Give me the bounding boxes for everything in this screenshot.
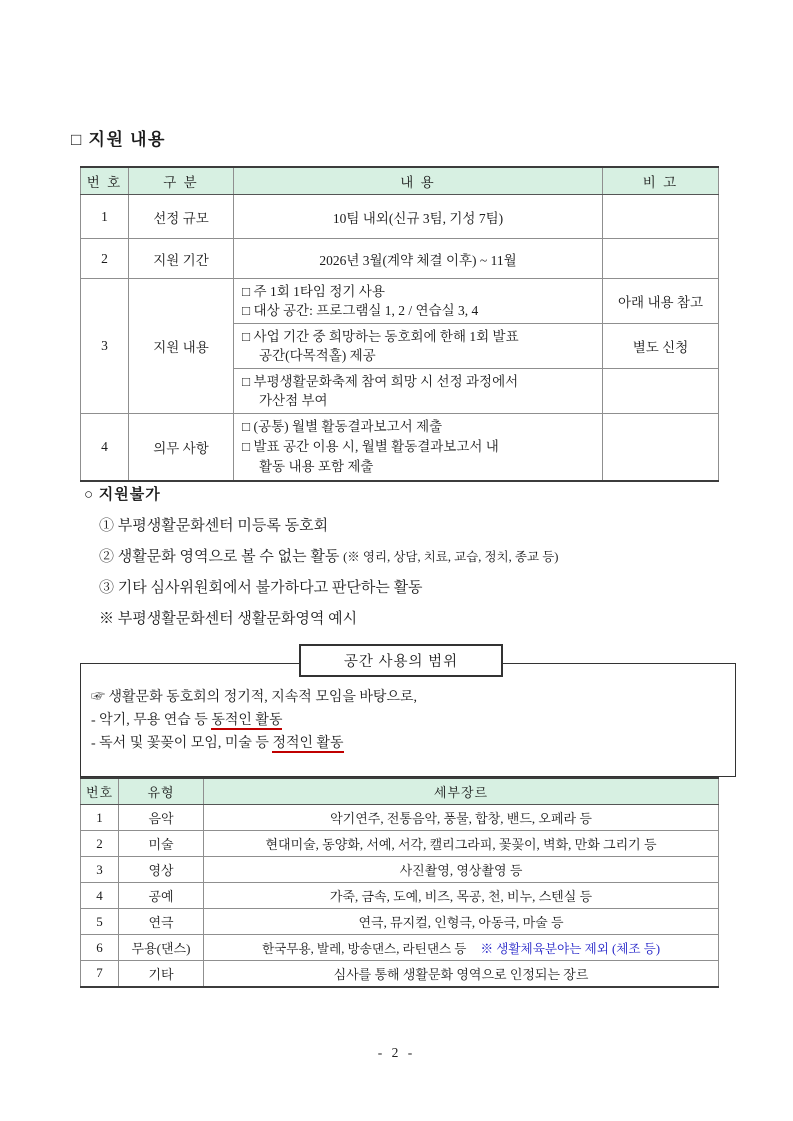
cell-category: 의무 사항 [129, 414, 234, 482]
cell-note: 별도 신청 [603, 324, 719, 369]
cell-no: 4 [81, 414, 129, 482]
scope-box [80, 663, 736, 777]
table-row [81, 909, 719, 935]
cell-genre: 현대미술, 동양화, 서예, 서각, 캘리그라피, 꽃꽂이, 벽화, 만화 그리기 등 [204, 831, 719, 857]
genre-table [80, 777, 719, 988]
content-line: □ 대상 공간: 프로그램실 1, 2 / 연습실 3, 4 [242, 303, 479, 318]
cell-type: 미술 [119, 831, 204, 857]
cell-type: 기타 [119, 961, 204, 987]
col-header-no: 번 호 [81, 167, 129, 195]
cell-content: 10팀 내외(신규 3팀, 기성 7팀) [234, 195, 603, 239]
cell-genre: 심사를 통해 생활문화 영역으로 인정되는 장르 [204, 961, 719, 987]
cell-no: 2 [81, 239, 129, 279]
cell-content [234, 369, 603, 414]
table-row [81, 279, 719, 324]
cell-no: 1 [81, 195, 129, 239]
cell-no: 3 [81, 857, 119, 883]
cell-content [234, 414, 603, 482]
table-row [81, 883, 719, 909]
cell-no: 7 [81, 961, 119, 987]
content-line: 활동 내용 포함 제출 [259, 459, 374, 474]
scope-line-3-text: - 독서 및 꽃꽂이 모임, 미술 등 [91, 736, 273, 751]
cell-note [603, 239, 719, 279]
section-title-excluded: ○ 지원불가 [84, 487, 161, 503]
page-number: - 2 - [377, 1045, 416, 1060]
cell-genre: 사진촬영, 영상촬영 등 [204, 857, 719, 883]
cell-type: 공예 [119, 883, 204, 909]
col-header-content: 내 용 [234, 167, 603, 195]
cell-category: 선정 규모 [129, 195, 234, 239]
support-table-header-row [81, 167, 719, 195]
table-row [81, 239, 719, 279]
genre-text: 한국무용, 발레, 방송댄스, 라틴댄스 등 [261, 942, 467, 956]
cell-note [603, 195, 719, 239]
scope-line-2-underlined: 동적인 활동 [211, 713, 283, 728]
cell-type: 음악 [119, 805, 204, 831]
cell-genre: 악기연주, 전통음악, 풍물, 합창, 밴드, 오페라 등 [204, 805, 719, 831]
table-row [81, 414, 719, 482]
cell-note: 아래 내용 참고 [603, 279, 719, 324]
scope-line-2 [91, 709, 725, 732]
table-row [81, 195, 719, 239]
table-row [81, 805, 719, 831]
scope-line-3 [91, 732, 725, 755]
content-line: 공간(다목적홀) 제공 [259, 348, 376, 363]
cell-note [603, 369, 719, 414]
cell-no: 6 [81, 935, 119, 961]
excluded-item-2-text: ② 생활문화 영역으로 볼 수 없는 활동 [99, 549, 344, 565]
cell-no: 5 [81, 909, 119, 935]
cell-no: 3 [81, 279, 129, 414]
content-line: □ 주 1회 1타임 정기 사용 [242, 284, 385, 299]
content-line: 가산점 부여 [259, 393, 328, 408]
cell-category: 지원 내용 [129, 279, 234, 414]
cell-category: 지원 기간 [129, 239, 234, 279]
cell-no: 4 [81, 883, 119, 909]
table-row [81, 961, 719, 987]
cell-type: 영상 [119, 857, 204, 883]
excluded-item-2 [99, 545, 558, 566]
scope-line-1: ☞ 생활문화 동호회의 정기적, 지속적 모임을 바탕으로, [91, 690, 418, 705]
cell-genre: 가죽, 금속, 도예, 비즈, 목공, 천, 비누, 스텐실 등 [204, 883, 719, 909]
scope-line-3-underlined: 정적인 활동 [272, 736, 344, 751]
col-header-category: 구 분 [129, 167, 234, 195]
table-row [81, 935, 719, 961]
table-row [81, 857, 719, 883]
table-row [81, 831, 719, 857]
scope-line-2-text: - 악기, 무용 연습 등 [91, 713, 212, 728]
cell-type: 무용(댄스) [119, 935, 204, 961]
col-header-note: 비 고 [603, 167, 719, 195]
cell-content [234, 279, 603, 324]
genre-table-header-row [81, 778, 719, 805]
cell-content: 2026년 3월(계약 체결 이후) ~ 11월 [234, 239, 603, 279]
section-title-support: □ 지원 내용 [71, 130, 166, 149]
col-header-no: 번호 [81, 778, 119, 805]
cell-no: 2 [81, 831, 119, 857]
content-line: □ 발표 공간 이용 시, 월별 활동결과보고서 내 [242, 439, 499, 454]
cell-genre: 연극, 뮤지컬, 인형극, 아동극, 마술 등 [204, 909, 719, 935]
col-header-genre: 세부장르 [204, 778, 719, 805]
cell-type: 연극 [119, 909, 204, 935]
content-line: □ 부평생활문화축제 참여 희망 시 선정 과정에서 [242, 374, 519, 389]
support-table [80, 166, 719, 482]
cell-no: 1 [81, 805, 119, 831]
scope-box-title: 공간 사용의 범위 [299, 644, 503, 677]
cell-content [234, 324, 603, 369]
cell-note [603, 414, 719, 482]
cell-genre [204, 935, 719, 961]
content-line: □ 사업 기간 중 희망하는 동호회에 한해 1회 발표 [242, 329, 519, 344]
genre-exclusion-note: ※ 생활체육분야는 제외 (체조 등) [480, 942, 661, 956]
excluded-item-2-note: (※ 영리, 상담, 치료, 교습, 정치, 종교 등) [343, 550, 559, 564]
excluded-item-1: ① 부평생활문화센터 미등록 동호회 [99, 518, 329, 534]
col-header-type: 유형 [119, 778, 204, 805]
excluded-item-3: ③ 기타 심사위원회에서 불가하다고 판단하는 활동 [99, 580, 423, 596]
excluded-item-4: ※ 부평생활문화센터 생활문화영역 예시 [99, 611, 358, 627]
content-line: □ (공통) 월별 활동결과보고서 제출 [242, 419, 443, 434]
